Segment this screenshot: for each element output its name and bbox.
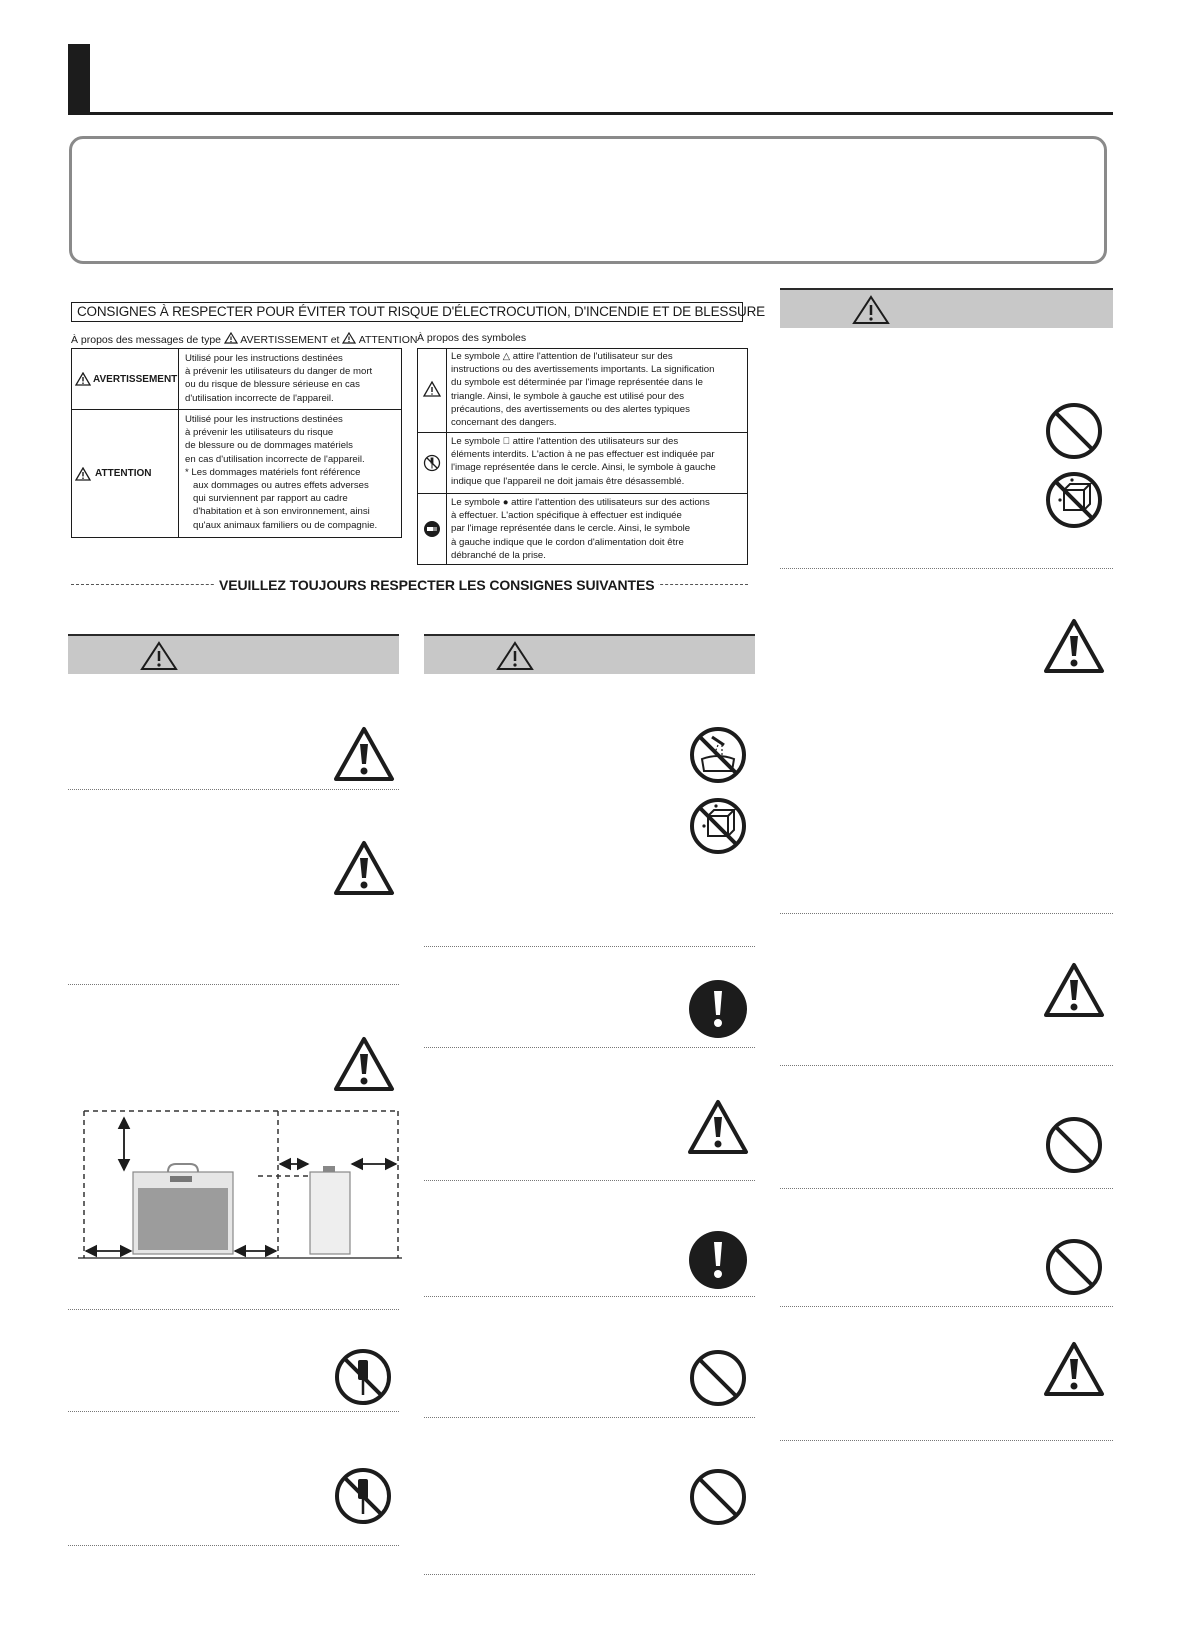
caution-band: [424, 634, 755, 674]
row-desc-avertissement: Utilisé pour les instructions destinées à prévenir les utilisateurs du danger de mort ou du risque de blessure sérieuse en cas d'utilisation incorrecte de l'appareil.: [185, 353, 373, 404]
item-separator: [780, 568, 1113, 569]
item-separator: [424, 1180, 755, 1181]
warning-triangle-icon: [333, 840, 395, 896]
warning-triangle-icon: [423, 381, 441, 397]
caution-band-right: [780, 288, 1113, 328]
title-rule: [68, 112, 1113, 115]
no-disassemble-icon: [333, 1347, 393, 1407]
row-label-avertissement: AVERTISSEMENT: [72, 349, 179, 409]
no-liquid-container-icon: [1044, 470, 1104, 530]
no-disassemble-icon: [333, 1466, 393, 1526]
symbol-desc-warning: Le symbole △ attire l'attention de l'utilisateur sur des instructions ou des avertissements importants. La signification du symbole est déterminée par l'image représentée dans le triangle. Ainsi, le symbole à gauche est utilisé pour des précautions, des avertissements ou des alertes typiques concernant des dangers.: [451, 351, 715, 429]
no-liquid-container-icon: [688, 796, 748, 856]
warning-triangle-icon: [333, 726, 395, 782]
item-separator: [780, 913, 1113, 914]
warning-triangle-icon: [75, 467, 91, 481]
always-follow-heading: VEUILLEZ TOUJOURS RESPECTER LES CONSIGNES SUIVANTES: [215, 577, 658, 593]
symbols-caption: À propos des symboles: [417, 332, 527, 344]
warning-triangle-icon: [1043, 1341, 1105, 1397]
row-desc-attention: Utilisé pour les instructions destinées à prévenir les utilisateurs du risque de blessure ou de dommages matériels en cas d'utilisation incorrecte de l'appareil. * Les dommages matériels font référence aux dommages ou autres effets adverses qui surviennent par rapport au cadre d'habitation et à son environnement, ainsi qu'aux animaux familiers ou de compagnie.: [185, 414, 378, 531]
mandatory-exclamation-icon: [688, 1230, 748, 1290]
prohibited-circle-icon: [1044, 1115, 1104, 1175]
item-separator: [780, 1188, 1113, 1189]
symbol-desc-prohibited: Le symbole ⃠ attire l'attention des utilisateurs sur des éléments interdits. L'action à ne pas effectuer est indiquée par l'image représentée dans le cercle. Ainsi, le symbole à gauche indique que l'appareil ne doit jamais être désassemblé.: [451, 436, 716, 487]
warning-triangle-icon: [496, 641, 534, 671]
messages-table: [71, 348, 402, 538]
mandatory-exclamation-icon: [688, 979, 748, 1039]
prohibited-circle-icon: [1044, 401, 1104, 461]
item-separator: [68, 1411, 399, 1412]
warning-triangle-icon: [224, 332, 238, 344]
symbol-desc-mandatory: Le symbole ● attire l'attention des utilisateurs sur des actions à effectuer. L'action spécifique à effectuer est indiquée par l'image représentée dans le cercle. Ainsi, le symbole à gauche indique que le cordon d'alimentation doit être débranché de la prise.: [451, 497, 710, 561]
item-separator: [68, 1309, 399, 1310]
item-separator: [780, 1440, 1113, 1441]
prohibited-circle-icon: [688, 1467, 748, 1527]
item-separator: [68, 1545, 399, 1546]
warning-triangle-icon: [342, 332, 356, 344]
no-disassemble-icon: [423, 454, 441, 472]
item-separator: [780, 1306, 1113, 1307]
clearance-diagram: [78, 1108, 402, 1266]
row-label-attention: ATTENTION: [72, 410, 179, 537]
prohibited-circle-icon: [688, 1348, 748, 1408]
title-marker: [68, 44, 90, 114]
item-separator: [68, 984, 399, 985]
amp-clearance-illustration: [78, 1108, 402, 1266]
warning-triangle-icon: [1043, 618, 1105, 674]
item-separator: [424, 1417, 755, 1418]
prohibited-circle-icon: [1044, 1237, 1104, 1297]
intro-box: [69, 136, 1107, 264]
warning-triangle-icon: [687, 1099, 749, 1155]
symbols-table: [417, 348, 748, 565]
item-separator: [424, 1296, 755, 1297]
warning-triangle-icon: [1043, 962, 1105, 1018]
unplug-icon: [423, 520, 441, 538]
safety-heading: CONSIGNES À RESPECTER POUR ÉVITER TOUT RISQUE D'ÉLECTROCUTION, D'INCENDIE ET DE BLESSURE: [71, 302, 743, 322]
messages-caption: À propos des messages de type AVERTISSEMENT et ATTENTION: [71, 334, 418, 346]
warning-band: [68, 634, 399, 674]
item-separator: [68, 789, 399, 790]
no-water-icon: [688, 725, 748, 785]
item-separator: [424, 1574, 755, 1575]
item-separator: [424, 946, 755, 947]
warning-triangle-icon: [852, 295, 890, 325]
warning-triangle-icon: [140, 641, 178, 671]
item-separator: [424, 1047, 755, 1048]
warning-triangle-icon: [333, 1036, 395, 1092]
warning-triangle-icon: [75, 372, 91, 386]
item-separator: [780, 1065, 1113, 1066]
